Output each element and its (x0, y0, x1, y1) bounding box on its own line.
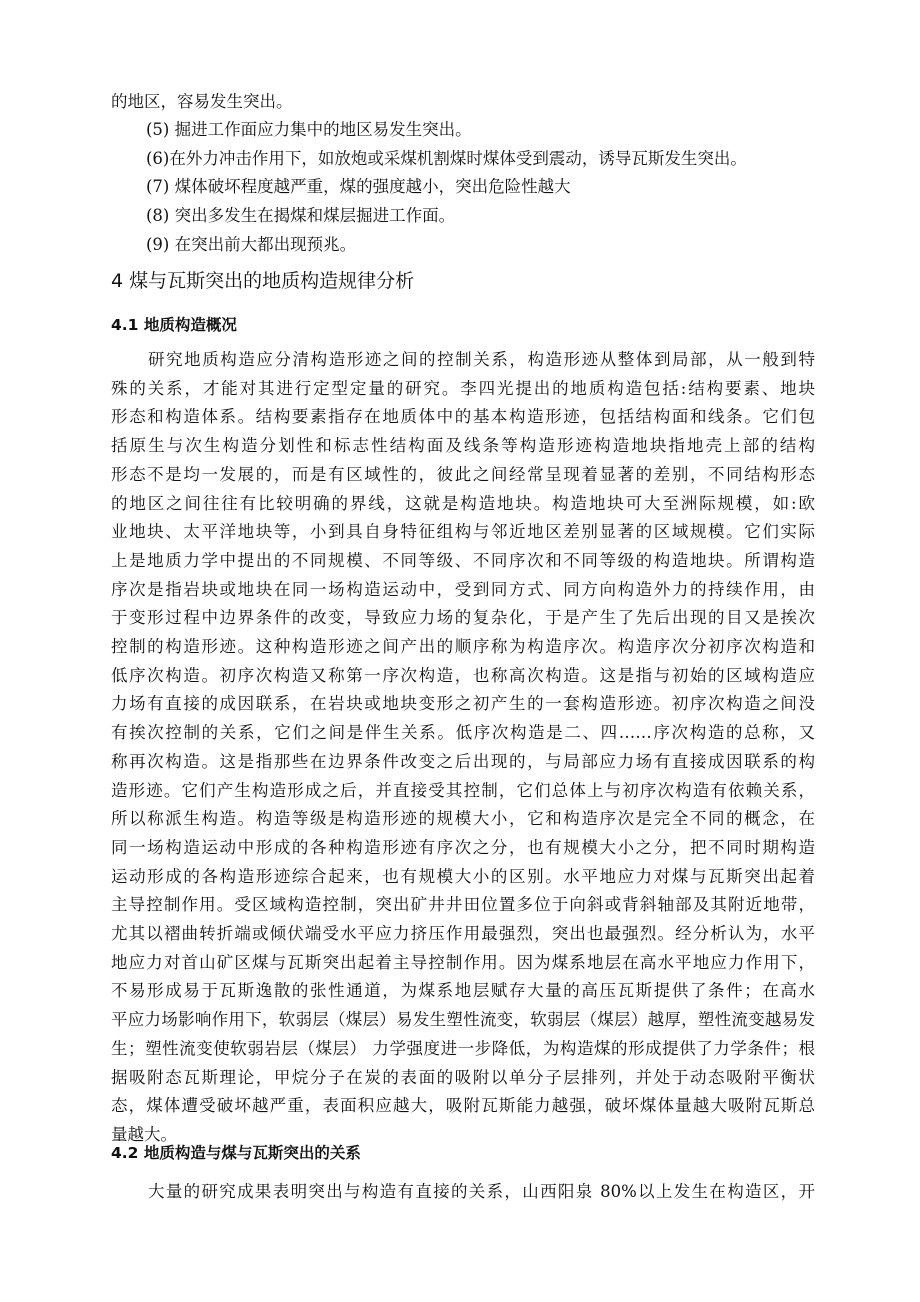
body-line: 业地块、太平洋地块等，小到具自身特征组构与邻近地区差别显著的区域规模。它们实际 (111, 522, 815, 542)
body-line: 主导控制作用。受区域构造控制，突出矿井井田位置多位于向斜或背斜轴部及其附近地带， (111, 895, 815, 915)
body-line: 序次是指岩块或地块在同一场构造运动中，受到同方式、同方向构造外力的持续作用，由 (111, 579, 815, 599)
body-line: 研究地质构造应分清构造形迹之间的控制关系，构造形迹从整体到局部，从一般到特 (148, 350, 815, 369)
body-line: 形态和构造体系。结构要素指存在地质体中的基本构造形迹，包括结构面和线条。它们包 (111, 407, 815, 427)
body-line: 量越大。 (111, 1124, 177, 1144)
list-item: (7) 煤体破坏程度越严重，煤的强度越小，突出危险性越大 (146, 177, 571, 197)
list-item: (9) 在突出前大都出现预兆。 (146, 234, 357, 254)
body-line: 所以称派生构造。构造等级是构造形迹的规模大小，它和构造序次是完全不同的概念，在 (111, 809, 815, 829)
body-line: 上是地质力学中提出的不同规模、不同等级、不同序次和不同等级的构造地块。所谓构造 (111, 550, 815, 570)
body-line: 殊的关系，才能对其进行定型定量的研究。李四光提出的地质构造包括:结构要素、地块 (111, 378, 815, 398)
body-line: 运动形成的各构造形迹综合起来，也有规模大小的区别。水平地应力对煤与瓦斯突出起着 (111, 866, 815, 886)
body-line: 同一场构造运动中形成的各种构造形迹有序次之分，也有规模大小之分，把不同时期构造 (111, 837, 815, 857)
body-line: 据吸附态瓦斯理论，甲烷分子在炭的表面的吸附以单分子层排列，并处于动态吸附平衡状 (111, 1067, 815, 1087)
body-line: 态，煤体遭受破坏越严重，表面积应越大，吸附瓦斯能力越强，破坏煤体量越大吸附瓦斯总 (111, 1096, 815, 1116)
body-line: 不易形成易于瓦斯逸散的张性通道，为煤系地层赋存大量的高压瓦斯提供了条件；在高水 (111, 981, 815, 1001)
body-line: 于变形过程中边界条件的改变，导致应力场的复杂化，于是产生了先后出现的目又是挨次 (111, 608, 815, 628)
section-4-2-heading: 4.2 地质构造与煤与瓦斯突出的关系 (111, 1144, 361, 1162)
body-line: 尤其以褶曲转折端或倾伏端受水平应力挤压作用最强烈，突出也最强烈。经分析认为，水平 (111, 924, 815, 944)
list-item: (5) 掘进工作面应力集中的地区易发生突出。 (146, 120, 472, 139)
body-line: 控制的构造形迹。这种构造形迹之间产出的顺序称为构造序次。构造序次分初序次构造和 (111, 637, 815, 657)
body-line: 平应力场影响作用下，软弱层（煤层）易发生塑性流变，软弱层（煤层）越厚，塑性流变越易发 (111, 1010, 815, 1030)
body-line: 生；塑性流变使软弱岩层（煤层） 力学强度进一步降低，为构造煤的形成提供了力学条件；根 (111, 1038, 815, 1058)
list-item: (8) 突出多发生在揭煤和煤层掘进工作面。 (146, 206, 456, 226)
body-line: 有挨次控制的关系，它们之间是伴生关系。低序次构造是二、四……序次构造的总称，又 (111, 723, 815, 743)
body-line: 力场有直接的成因联系，在岩块或地块变形之初产生的一套构造形迹。初序次构造之间没 (111, 694, 815, 714)
section-4-heading: 4 煤与瓦斯突出的地质构造规律分析 (111, 270, 415, 292)
paragraph-tail: 的地区，容易发生突出。 (111, 92, 293, 111)
body-line: 的地区之间往往有比较明确的界线，这就是构造地块。构造地块可大至洲际规模，如:欧 (111, 493, 815, 513)
body-line: 括原生与次生构造分划性和标志性结构面及线条等构造形迹构造地块指地壳上部的结构 (111, 436, 815, 456)
body-line: 形态不是均一发展的，而是有区域性的，彼此之间经常呈现着显著的差别，不同结构形态 (111, 464, 815, 484)
section-4-2-body (111, 1178, 815, 1207)
section-4-1-body (111, 346, 815, 1150)
factor-list (146, 116, 747, 260)
body-line: 大量的研究成果表明突出与构造有直接的关系，山西阳泉 80%以上发生在构造区，开 (148, 1182, 815, 1201)
list-item: (6)在外力冲击作用下，如放炮或采煤机割煤时煤体受到震动，诱导瓦斯发生突出。 (146, 148, 747, 168)
body-line: 称再次构造。这是指那些在边界条件改变之后出现的，与局部应力场有直接成因联系的构 (111, 751, 815, 771)
body-line: 造形迹。它们产生构造形成之后，并直接受其控制，它们总体上与初序次构造有依赖关系， (111, 780, 815, 800)
body-line: 低序次构造。初序次构造又称第一序次构造，也称高次构造。这是指与初始的区域构造应 (111, 665, 815, 685)
section-4-1-heading: 4.1 地质构造概况 (111, 316, 237, 334)
body-line: 地应力对首山矿区煤与瓦斯突出起着主导控制作用。因为煤系地层在高水平地应力作用下， (111, 952, 815, 972)
